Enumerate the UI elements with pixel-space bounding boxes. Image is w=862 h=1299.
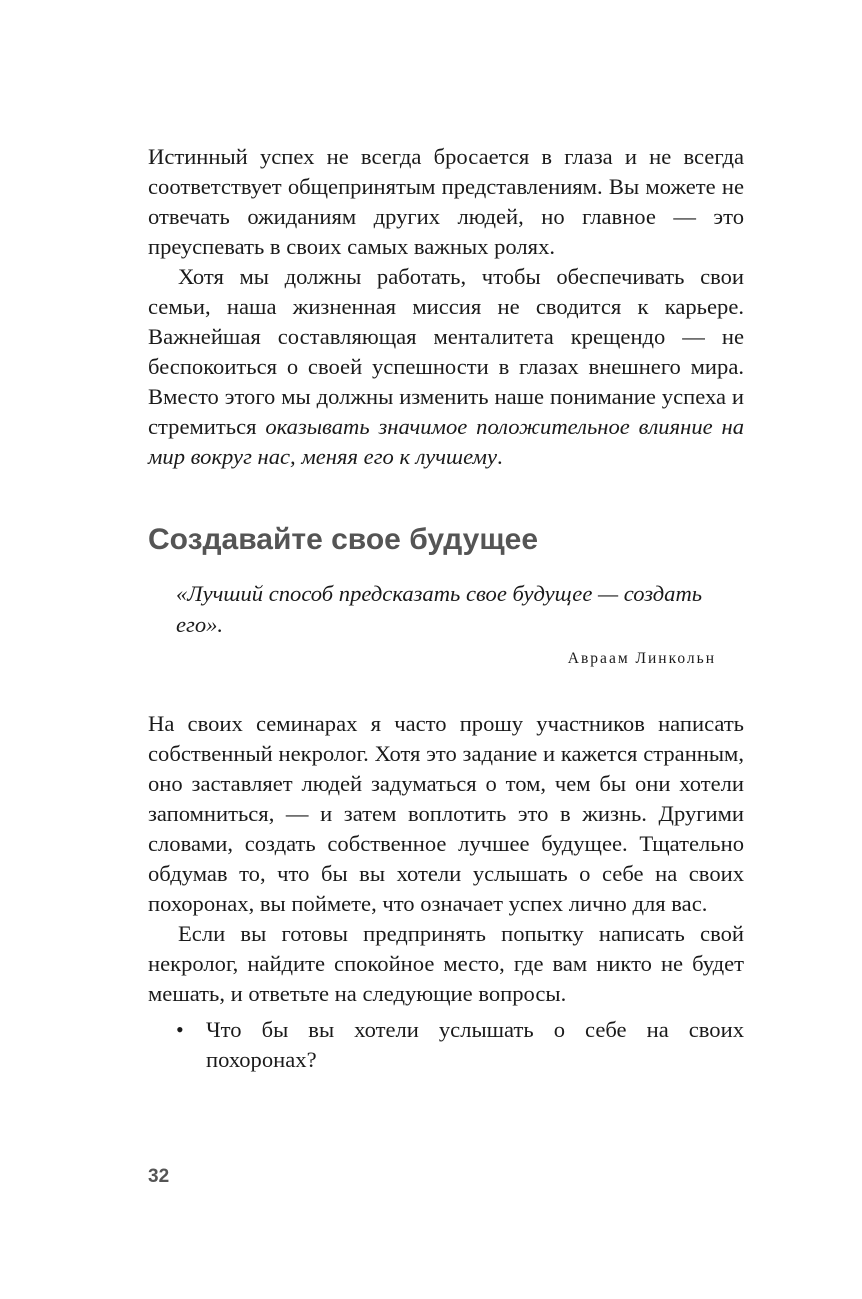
paragraph-instructions: Если вы готовы предпринять попытку написать свой некролог, найдите спокойное место, где вам никто не будет мешать, и ответьте на следующие вопросы. (148, 921, 744, 1006)
emphasis-influence: оказывать значимое положительное влияние на мир вокруг нас, меняя его к лучшему (148, 414, 744, 469)
epigraph-quote: «Лучший способ предсказать свое будущее — создать его». (176, 581, 703, 637)
page-number: 32 (148, 1166, 170, 1187)
section-heading: Создавайте свое будущее (148, 523, 539, 556)
paragraph-mission-end: . (497, 444, 503, 469)
list-item-text: Что бы вы хотели услышать о себе на своих похоронах? (206, 1017, 744, 1072)
paragraph-obituary: На своих семинарах я часто прошу участников написать собственный некролог. Хотя это задание и кажется странным, оно заставляет людей задуматься о том, чем бы они хотели запомниться, — и затем воплотить это в жизнь. Другими словами, создать собственное лучшее будущее. Тщательно обдумав то, что бы вы хотели услышать о себе на своих похоронах, вы поймете, что означает успех лично для вас. (148, 711, 744, 916)
list-item (148, 1015, 744, 1075)
paragraph-mission (148, 262, 744, 472)
page-content (148, 142, 744, 1075)
epigraph-author: Авраам Линкольн (567, 650, 716, 667)
paragraph-mission-text: Хотя мы должны работать, чтобы обеспечивать свои семьи, наша жизненная миссия не сводится к карьере. Важнейшая составляющая менталитета крещендо — не беспокоиться о своей успешности в глазах внешнего мира. Вместо этого мы должны изменить наше понимание успеха и стремиться (148, 264, 744, 439)
paragraph-success: Истинный успех не всегда бросается в глаза и не всегда соответствует общепринятым представлениям. Вы можете не отвечать ожиданиям других людей, но главное — это преуспевать в своих самых важных ролях. (148, 144, 744, 259)
bullet-icon: • (176, 1017, 184, 1042)
